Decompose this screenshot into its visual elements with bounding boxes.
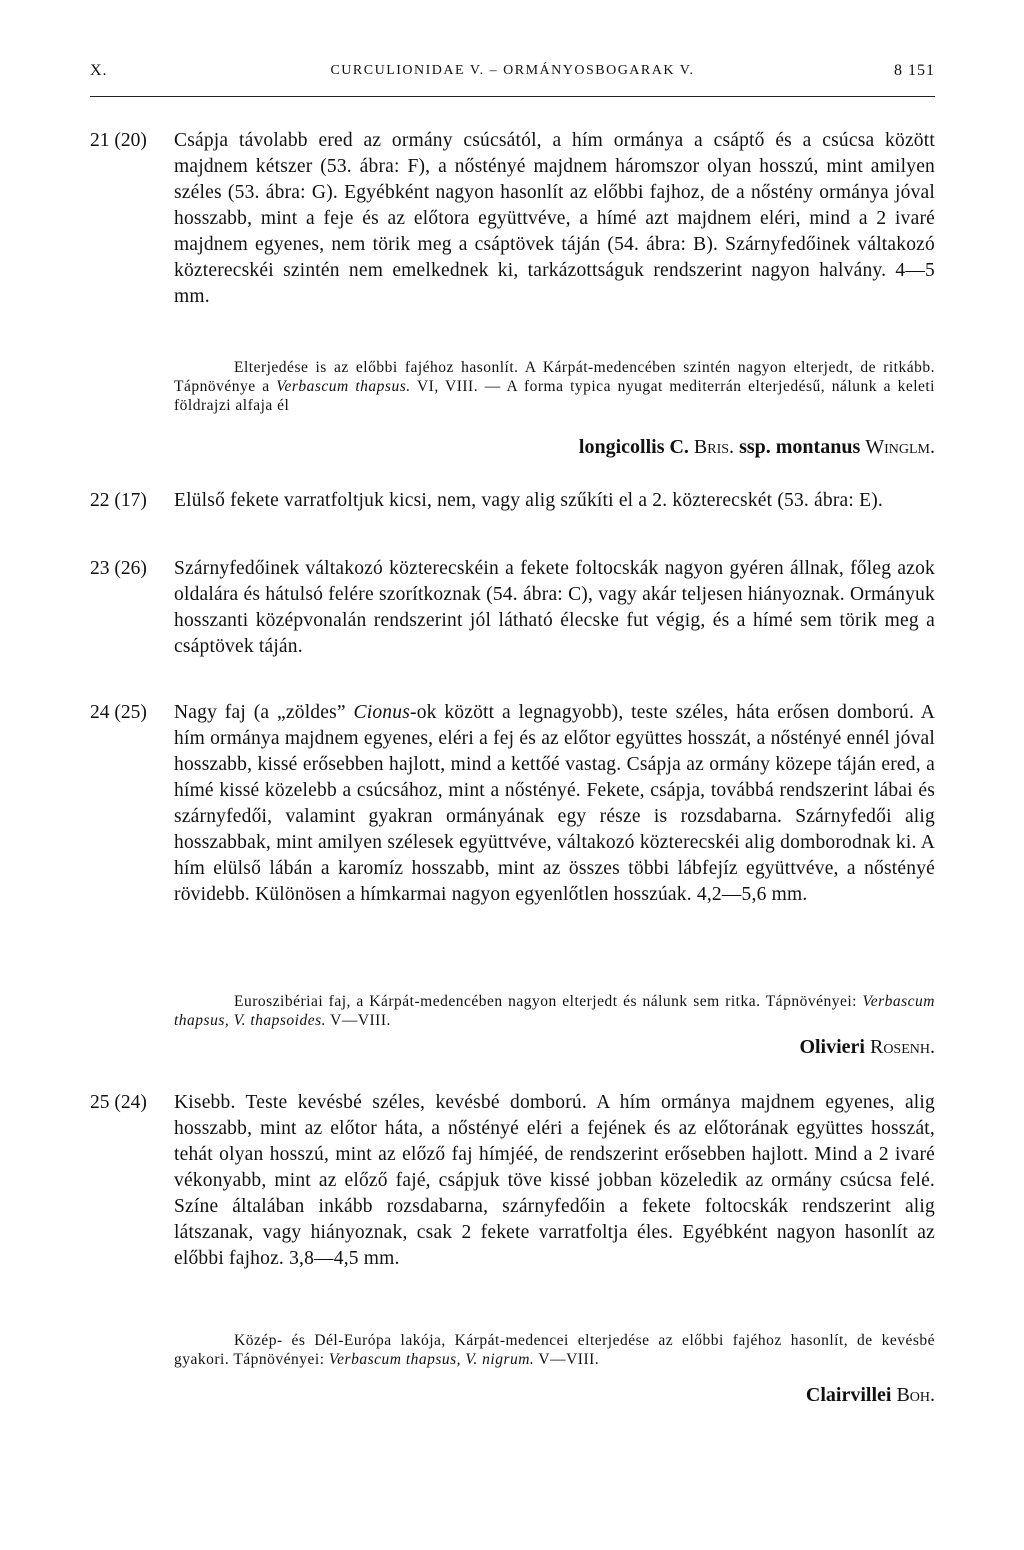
couplet-25 xyxy=(90,1090,935,1272)
couplet-text: Nagy faj (a „zöldes” Cionus-ok között a legnagyobb), teste széles, háta erősen domború. A hím ormánya majdnem egyenes, eléri a fej és az előtor együttes hosszát, a nőstényé ennél jóval hosszabb, kissé erősebben hajlott, mind a kettőé vastag. Csápja az ormány közepe táján ered, a hímé kissé közelebb a csúcsához, mint a nőstényé. Fekete, csápja, továbbá rendszerint lábai és szárnyfedői, valamint gyakran ormányának egy része is rozsdabarna. Szárnyfedői alig hosszabbak, mint amilyen szélesek együttvéve, váltakozó közterecskéi alig domborodnak ki. A hím elülső lábán a karomíz hosszabb, mint az összes többi lábfejíz együttvéve, a nőstényé rövidebb. Különösen a hímkarmai nagyon egyenlőtlen hosszúak. 4,2—5,6 mm. xyxy=(174,702,936,905)
couplet-number: 23 (26) xyxy=(90,558,147,579)
couplet-number: 22 (17) xyxy=(90,490,147,511)
running-title: CURCULIONIDAE V. – ORMÁNYOSBOGARAK V. xyxy=(330,63,695,78)
page-number: 8 151 xyxy=(894,62,935,79)
couplet-22 xyxy=(90,488,935,514)
species-name: longicollis C. Bris. ssp. montanus Winglm. xyxy=(578,436,935,458)
couplet-number: 21 (20) xyxy=(90,130,147,151)
couplet-number: 25 (24) xyxy=(90,1092,147,1113)
couplet-21 xyxy=(90,128,935,310)
couplet-text: Csápja távolabb ered az ormány csúcsától, a hím ormánya a csáptő és a csúcsa között majdnem kétszer (53. ábra: F), a nőstényé majdnem háromszor olyan hosszú, mint amilyen széles (53. ábra: G). Egyébként nagyon hasonlít az előbbi fajhoz, de a nőstény ormánya jóval hosszabb, mint a feje és az előtora együttvéve, a hímé azt majdnem eléri, mind a 2 ivaré majdnem egyenes, nem törik meg a csáptövek táján (54. ábra: B). Szárnyfedőinek váltakozó közterecskéi szintén nem emelkednek ki, tarkázottságuk rendszerint nagyon halvány. 4—5 mm. xyxy=(174,130,935,307)
couplet-text: Szárnyfedőinek váltakozó közterecskéin a fekete foltocskák nagyon gyéren állnak, főleg azok oldalára és hátulsó felére szorítkoznak (54. ábra: C), vagy akár teljesen hiányoznak. Ormányuk hosszanti középvonalán rendszerint jól látható élecske fut végig, és a hímé sem törik meg a csáptövek táján. xyxy=(174,558,935,657)
header-rule xyxy=(90,96,935,97)
couplet-text: Elülső fekete varratfoltjuk kicsi, nem, vagy alig szűkíti el a 2. közterecskét (53. ábra: E). xyxy=(174,490,883,511)
couplet-text: Kisebb. Teste kevésbé széles, kevésbé domború. A hím ormánya majdnem egyenes, alig hosszabb, mint az előtor háta, a nőstényé eléri a fejének és az előtorának együttes hosszát, tehát olyan hosszú, mint az előző faj hímjéé, de rendszerint erősebben hajlott. Mind a 2 ivaré vékonyabb, mint az előző fajé, csápjuk töve kissé jobban közeledik az ormány csúcsa felé. Színe általában inkább rozsdabarna, szárnyfedőin a fekete foltocskák rendszerint alig látszanak, vagy hiányoznak, csak 2 fekete varratfoltja éles. Egyébként nagyon hasonlít az előbbi fajhoz. 3,8—4,5 mm. xyxy=(174,1092,935,1269)
distribution-note: Elterjedése is az előbbi fajéhoz hasonlít. A Kárpát-medencében szintén nagyon elterjedt, de ritkább. Tápnövénye a Verbascum thapsus. VI, VIII. — A forma typica nyugat mediterrán elterjedésű, nálunk a keleti földrajzi alfaja él xyxy=(174,359,935,414)
distribution-note: Közép- és Dél-Európa lakója, Kárpát-medencei elterjedése az előbbi fajéhoz hasonlít, de kevésbé gyakori. Tápnövényei: Verbascum thapsus, V. nigrum. V—VIII. xyxy=(174,1332,935,1368)
running-header xyxy=(90,62,935,88)
species-name: Olivieri Rosenh. xyxy=(799,1036,935,1058)
distribution-note: Euroszibériai faj, a Kárpát-medencében nagyon elterjedt és nálunk sem ritka. Tápnövényei: Verbascum thapsus, V. thapsoides. V—VIII. xyxy=(174,993,935,1029)
couplet-24 xyxy=(90,700,935,908)
species-name: Clairvillei Boh. xyxy=(805,1384,935,1406)
couplet-number: 24 (25) xyxy=(90,702,147,723)
volume-number: X. xyxy=(90,62,108,79)
couplet-23 xyxy=(90,556,935,660)
